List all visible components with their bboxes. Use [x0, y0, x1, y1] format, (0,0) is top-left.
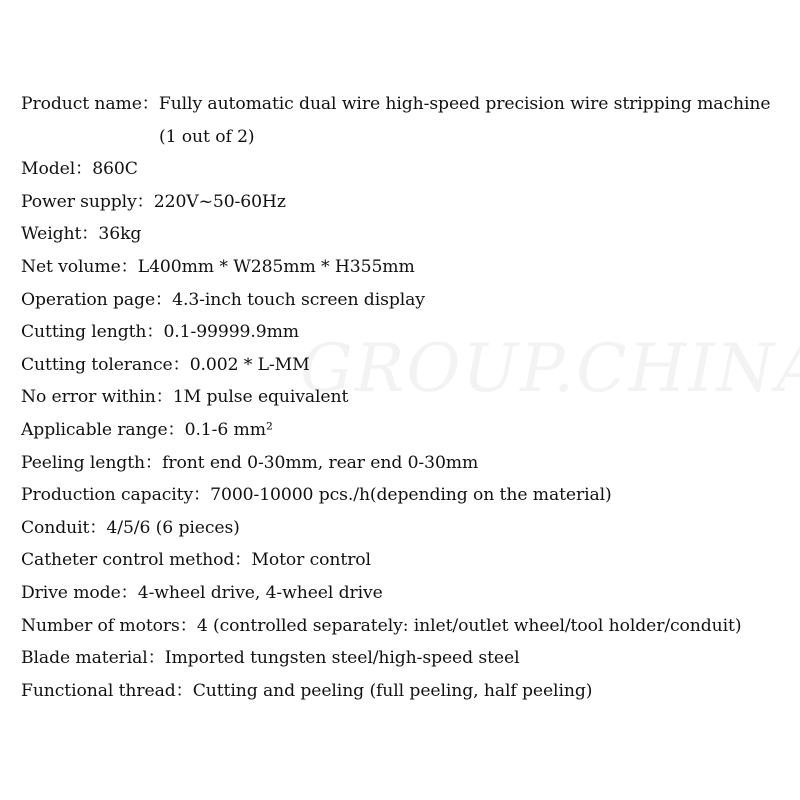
- spec-product-name-continuation: (1 out of 2): [159, 126, 255, 147]
- spec-power-supply: Power supply：220V~50-60Hz: [21, 191, 286, 212]
- spec-production-capacity: Production capacity：7000-10000 pcs./h(depending on the material): [21, 485, 612, 506]
- spec-no-error-within: No error within：1M pulse equivalent: [21, 387, 349, 408]
- spec-drive-mode: Drive mode：4-wheel drive, 4-wheel drive: [21, 582, 383, 603]
- spec-blade-material: Blade material：Imported tungsten steel/high-speed steel: [21, 648, 520, 669]
- spec-cutting-tolerance: Cutting tolerance：0.002 * L-MM: [21, 354, 310, 375]
- spec-model: Model：860C: [21, 159, 138, 180]
- spec-product-name: Product name：Fully automatic dual wire high-speed precision wire stripping machine: [21, 94, 771, 114]
- spec-catheter-control-method: Catheter control method：Motor control: [21, 550, 371, 571]
- spec-net-volume: Net volume：L400mm * W285mm * H355mm: [21, 256, 415, 277]
- spec-applicable-range: Applicable range：0.1-6 mm²: [21, 419, 273, 440]
- spec-cutting-length: Cutting length：0.1-99999.9mm: [21, 322, 299, 343]
- spec-sheet: [21, 88, 791, 707]
- spec-functional-thread: Functional thread：Cutting and peeling (full peeling, half peeling): [21, 680, 593, 701]
- spec-conduit: Conduit：4/5/6 (6 pieces): [21, 517, 240, 538]
- spec-number-of-motors: Number of motors：4 (controlled separately: inlet/outlet wheel/tool holder/conduit): [21, 615, 742, 636]
- spec-peeling-length: Peeling length：front end 0-30mm, rear end 0-30mm: [21, 452, 479, 473]
- spec-weight: Weight：36kg: [21, 224, 142, 245]
- spec-operation-page: Operation page：4.3-inch touch screen display: [21, 289, 425, 310]
